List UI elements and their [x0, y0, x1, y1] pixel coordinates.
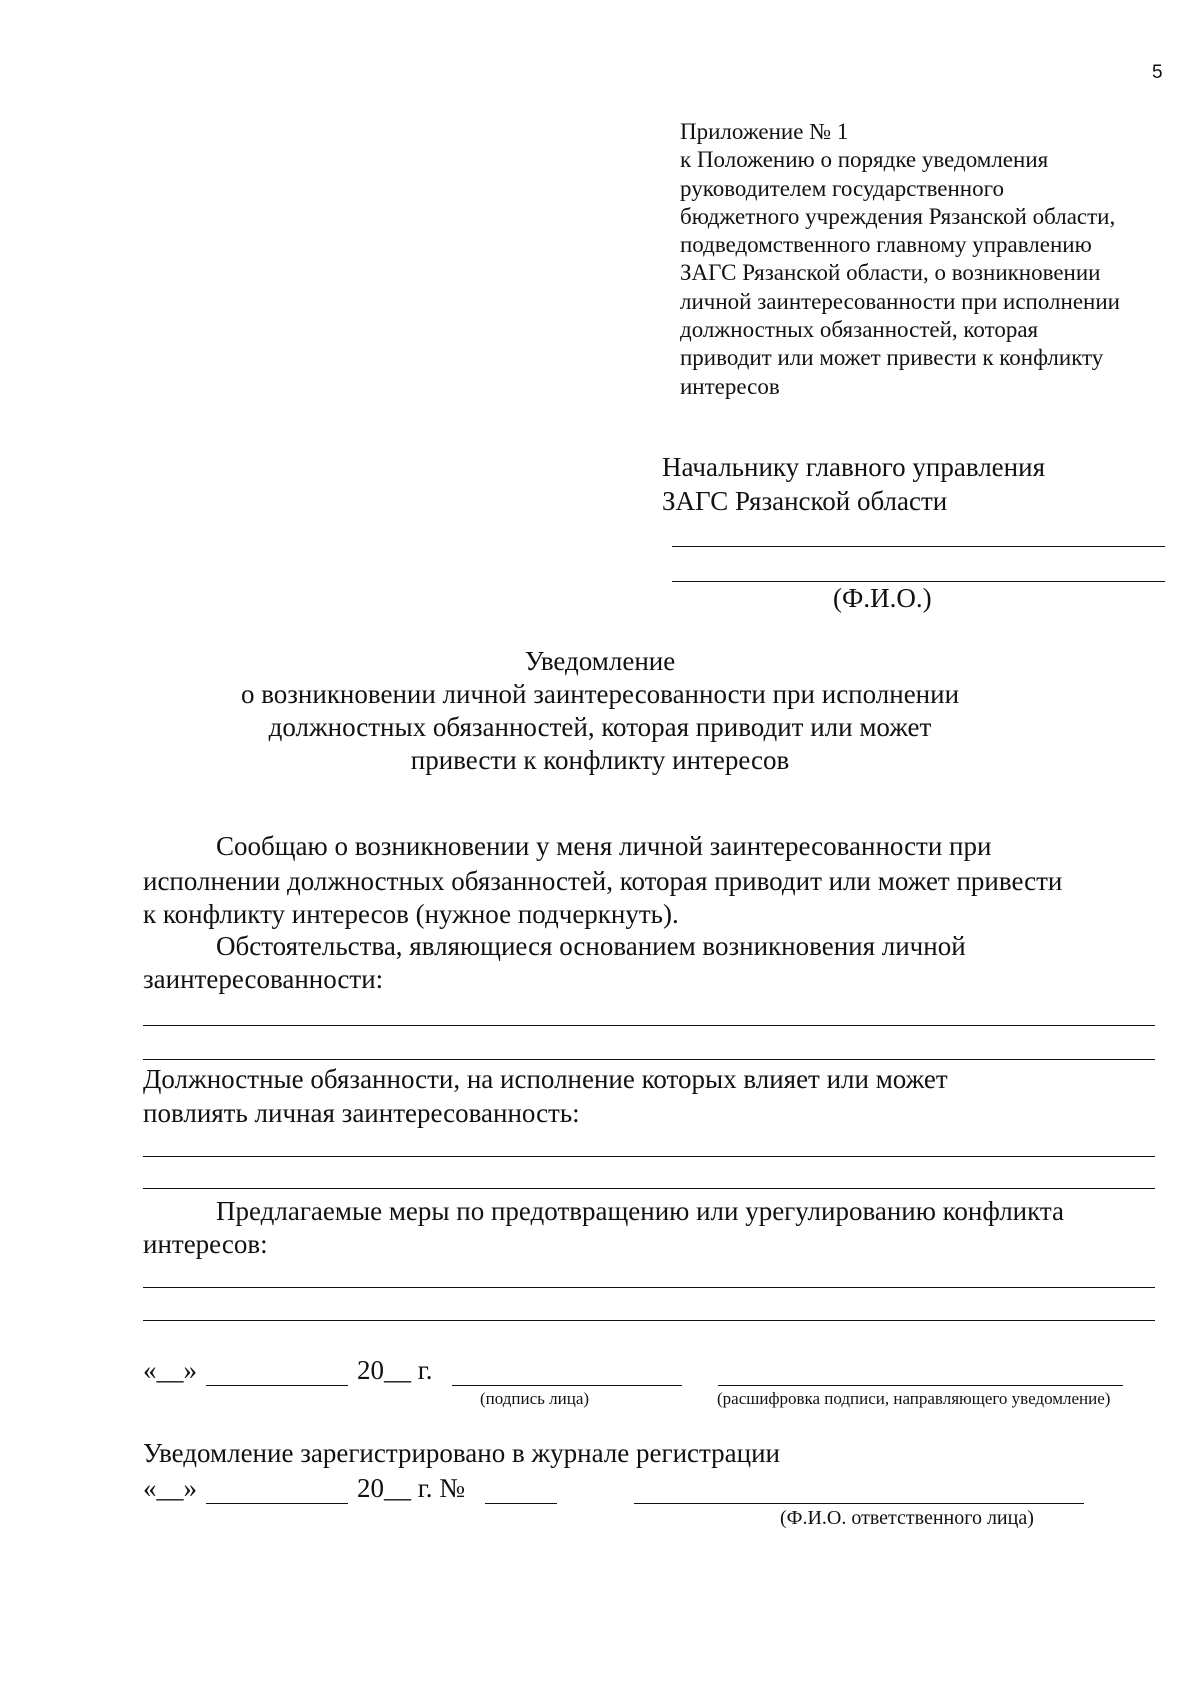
signature-blank[interactable] [452, 1385, 682, 1386]
title-line-2: о возникновении личной заинтересованности при исполнении [240, 679, 960, 709]
measures-blank-line-1[interactable] [143, 1287, 1155, 1288]
body-p3-line-1: Должностные обязанности, на исполнение которых влияет или может [143, 1064, 948, 1094]
addressee-blank-line-2[interactable] [672, 581, 1165, 582]
addressee-line-1: Начальнику главного управления [662, 452, 1045, 482]
responsible-caption: (Ф.И.О. ответственного лица) [780, 1507, 1034, 1529]
body-p2-line-2: заинтересованности: [143, 964, 384, 994]
signature-month-blank[interactable] [206, 1385, 348, 1386]
appendix-line: ЗАГС Рязанской области, о возникновении [680, 260, 1101, 286]
duties-blank-line-1[interactable] [143, 1156, 1155, 1157]
body-p1-line-3: к конфликту интересов (нужное подчеркнуть). [143, 899, 679, 929]
appendix-line: приводит или может привести к конфликту [680, 345, 1104, 371]
signature-caption: (подпись лица) [480, 1389, 590, 1408]
body-p1-line-2: исполнении должностных обязанностей, которая приводит или может привести [143, 866, 1063, 896]
signature-date-day: «__» [143, 1355, 197, 1385]
fio-caption: (Ф.И.О.) [833, 583, 932, 613]
registration-number-blank[interactable] [485, 1503, 557, 1504]
title-line-3: должностных обязанностей, которая приводит или может [268, 712, 932, 742]
appendix-line: бюджетного учреждения Рязанской области, [680, 203, 1116, 229]
appendix-line: личной заинтересованности при исполнении [680, 288, 1120, 314]
title-line-4: привести к конфликту интересов [410, 745, 790, 775]
duties-blank-line-2[interactable] [143, 1188, 1155, 1189]
registration-month-blank[interactable] [206, 1503, 348, 1504]
document-title [0, 645, 1200, 777]
body-p4-line-2: интересов: [143, 1229, 268, 1259]
appendix-block [680, 118, 1120, 401]
registration-date-day: «__» [143, 1473, 197, 1503]
registration-year-number: 20__ г. № [357, 1473, 466, 1503]
circumstances-blank-line-2[interactable] [143, 1059, 1155, 1060]
body-p1-line-1: Сообщаю о возникновении у меня личной заинтересованности при [216, 831, 992, 861]
appendix-line: Приложение № 1 [680, 119, 849, 144]
signature-decode-caption: (расшифровка подписи, направляющего уведомление) [717, 1389, 1111, 1408]
body-p3-line-2: повлиять личная заинтересованность: [143, 1098, 580, 1128]
appendix-line: должностных обязанностей, которая [680, 317, 1039, 343]
measures-blank-line-2[interactable] [143, 1320, 1155, 1321]
addressee-block [662, 450, 1045, 518]
body-p4-line-1: Предлагаемые меры по предотвращению или урегулированию конфликта [216, 1196, 1064, 1226]
page-number: 5 [1152, 62, 1163, 83]
title-line-1: Уведомление [524, 646, 676, 676]
appendix-line: к Положению о порядке уведомления [680, 147, 1049, 173]
appendix-line: руководителем государственного [680, 175, 1004, 201]
responsible-person-blank[interactable] [634, 1503, 1084, 1504]
addressee-line-2: ЗАГС Рязанской области [662, 486, 948, 516]
addressee-blank-line-1[interactable] [672, 546, 1165, 547]
appendix-line: интересов [680, 373, 780, 399]
signature-year: 20__ г. [357, 1355, 433, 1385]
body-p2-line-1: Обстоятельства, являющиеся основанием возникновения личной [216, 931, 966, 961]
circumstances-blank-line-1[interactable] [143, 1025, 1155, 1026]
registration-text: Уведомление зарегистрировано в журнале регистрации [143, 1438, 780, 1468]
appendix-line: подведомственного главному управлению [680, 232, 1092, 258]
signature-decode-blank[interactable] [718, 1385, 1123, 1386]
